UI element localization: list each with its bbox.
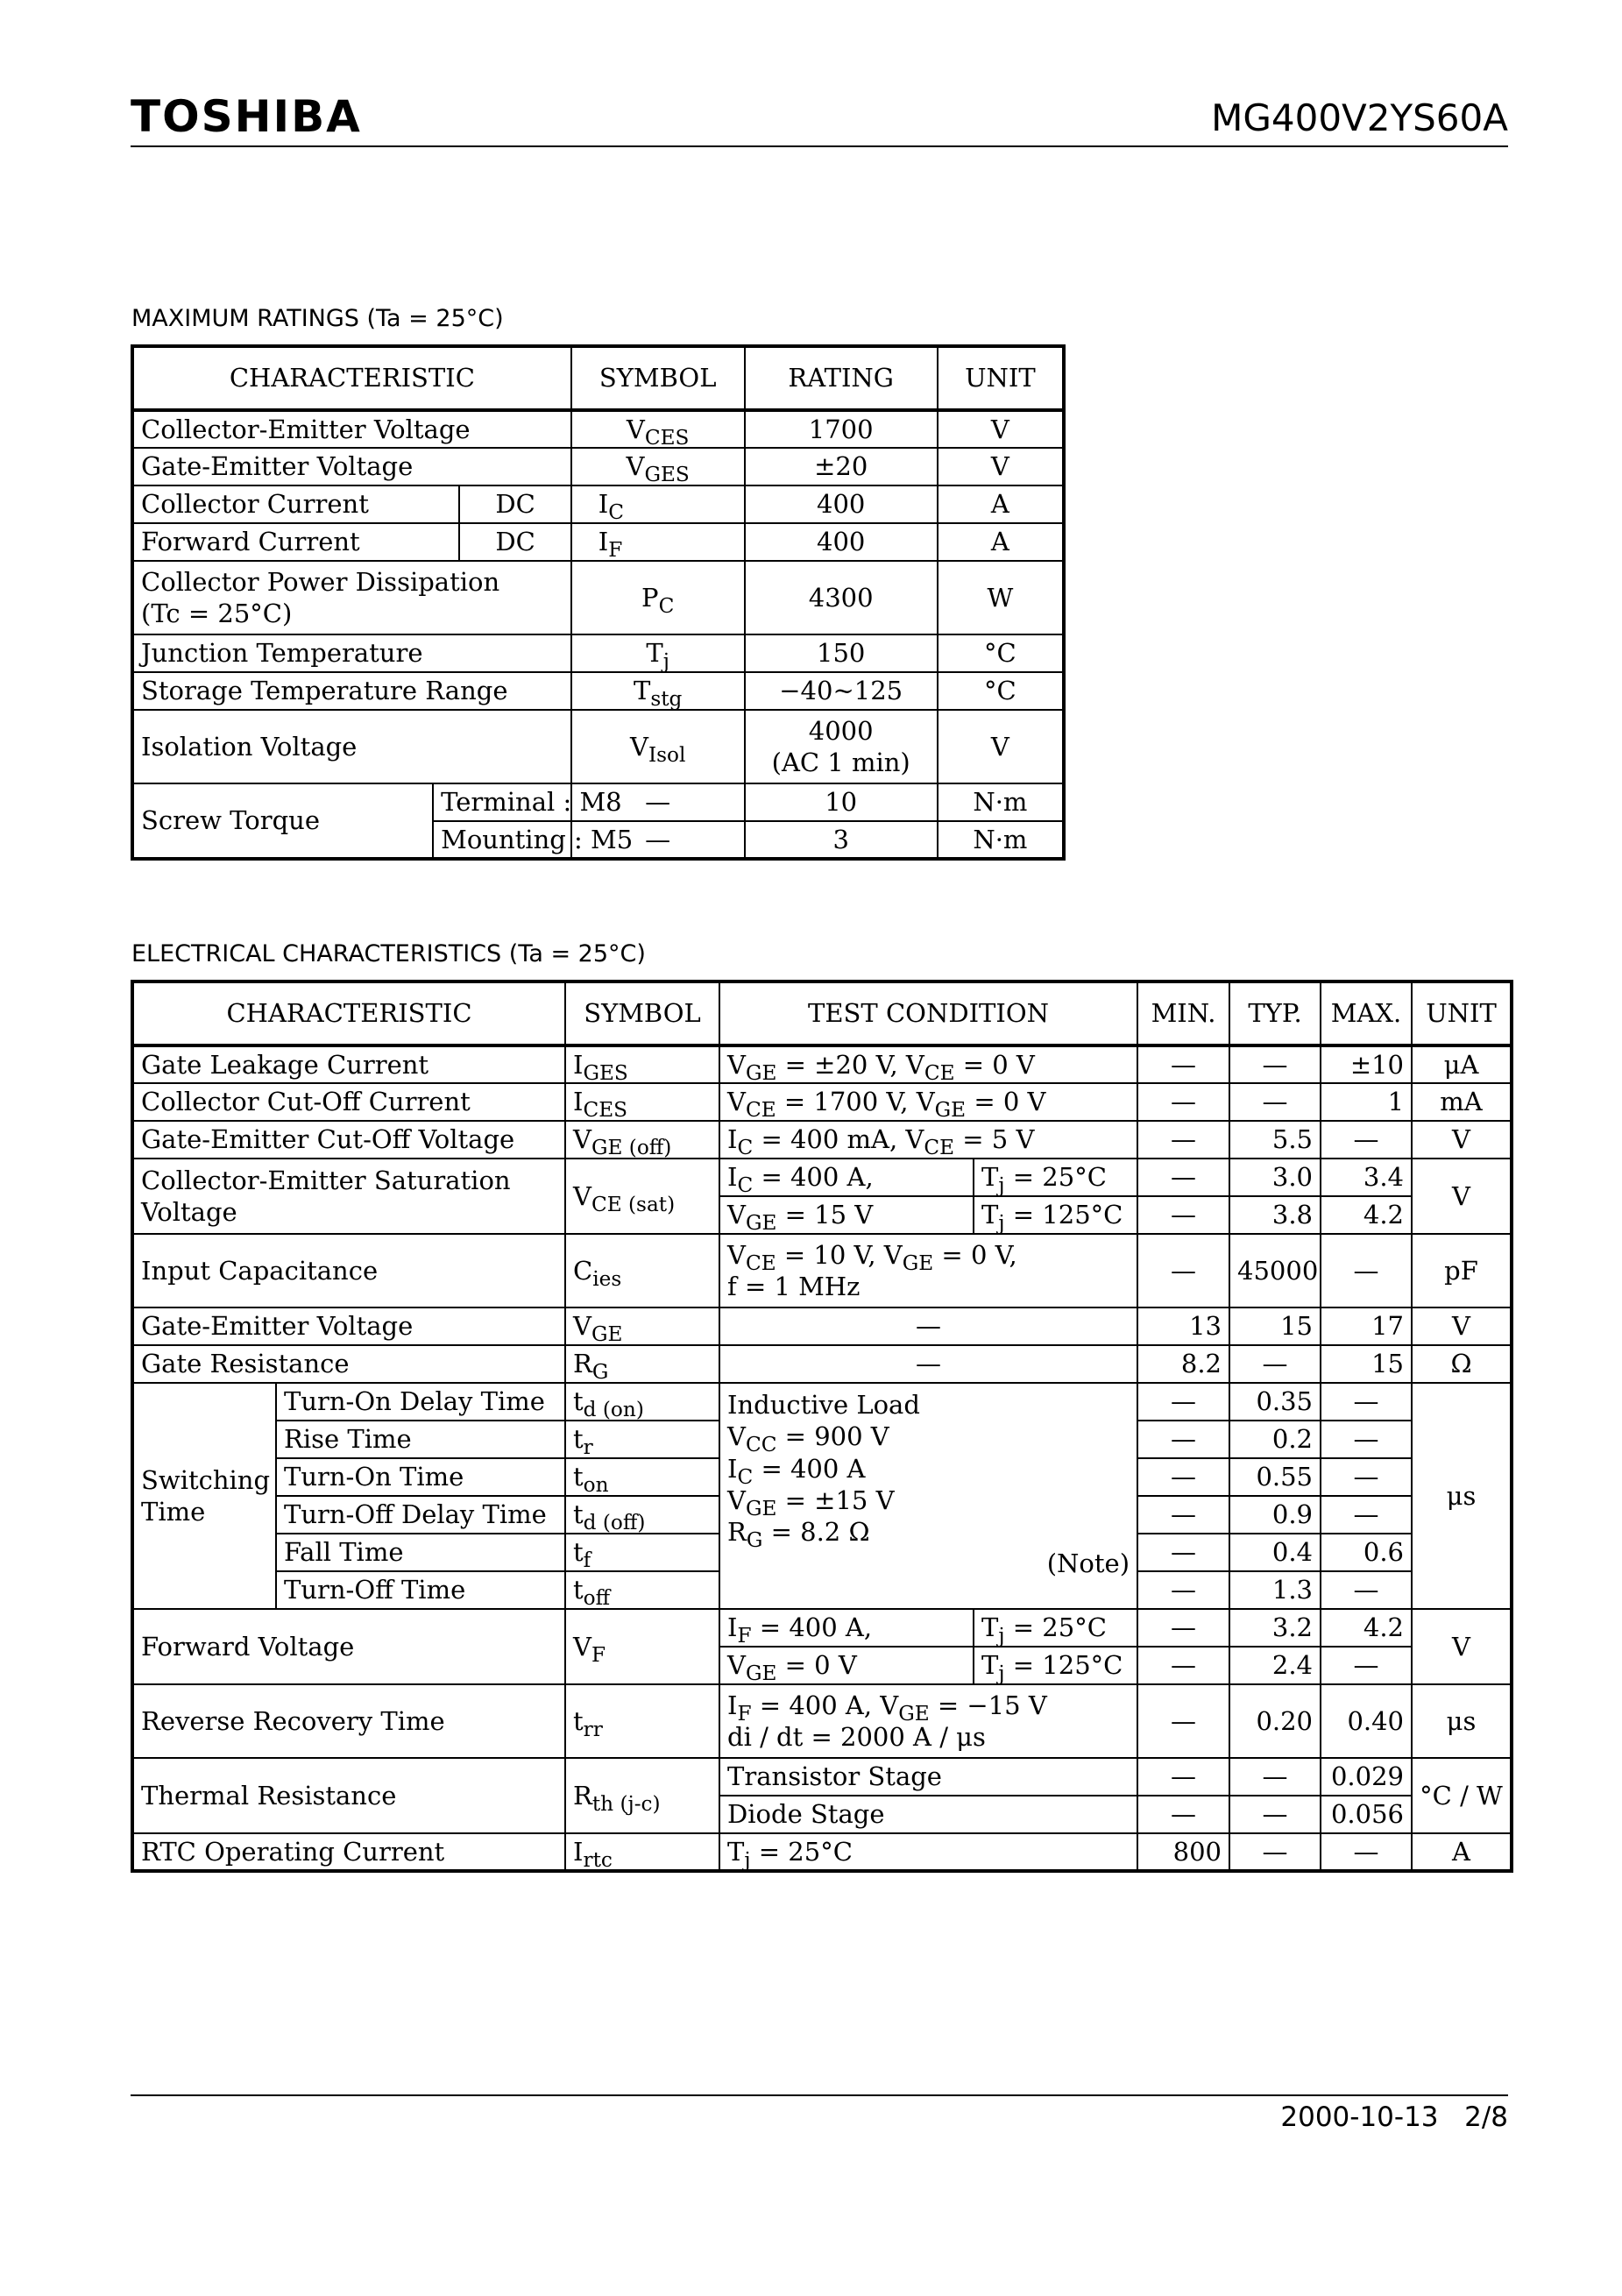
symbol-cell: $I_{rtc}$ [565,1833,719,1871]
min-cell: — [1137,1496,1229,1534]
max-cell: — [1321,1571,1412,1609]
table-row [132,1307,1512,1345]
symbol-cell: $V_{CES}$ [571,410,745,448]
typ-cell: 15 [1229,1307,1321,1345]
unit-cell: μs [1412,1383,1512,1609]
condition-cell: $I_F = 400$ A, $V_{GE} = -15$ V di / dt = 2000 A / μs [719,1684,1137,1758]
row-label: Forward Voltage [132,1609,565,1684]
typ-cell: — [1229,1083,1321,1121]
unit-cell: V [1412,1307,1512,1345]
min-cell: — [1137,1383,1229,1421]
row-label: Thermal Resistance [132,1758,565,1833]
rating-cell: 10 [745,783,938,821]
typ-cell: 0.4 [1229,1534,1321,1571]
condition-cell: Transistor Stage [719,1758,1137,1796]
condition-cell: — [719,1345,1137,1383]
symbol-cell: $t_{on}$ [565,1458,719,1496]
max-cell: 0.029 [1321,1758,1412,1796]
max-cell: — [1321,1496,1412,1534]
table-row [132,1234,1512,1307]
condition-cell: DC [459,485,570,523]
unit-cell: V [1412,1609,1512,1684]
table-row [132,1083,1512,1121]
table-row [132,448,1064,485]
max-ratings-title: MAXIMUM RATINGS (Ta = 25°C) [131,305,504,332]
col-header-characteristic: CHARACTERISTIC [132,346,571,410]
typ-cell: 0.20 [1229,1684,1321,1758]
typ-cell: 5.5 [1229,1121,1321,1159]
row-label: RTC Operating Current [132,1833,565,1871]
row-label: Collector Power Dissipation (Tc = 25°C) [132,561,571,634]
typ-cell: 1.3 [1229,1571,1321,1609]
typ-cell: 45000 [1229,1234,1321,1307]
symbol-cell: $I_F$ [571,523,745,561]
max-cell: — [1321,1421,1412,1458]
row-label: Turn-On Delay Time [276,1383,565,1421]
table-row [132,561,1064,634]
min-cell: — [1137,1045,1229,1083]
typ-cell: 0.35 [1229,1383,1321,1421]
symbol-cell: $t_{d (off)}$ [565,1496,719,1534]
table-row [132,710,1064,783]
min-cell: — [1137,1159,1229,1196]
typ-cell: 0.2 [1229,1421,1321,1458]
unit-cell: °C [938,634,1064,672]
min-cell: — [1137,1571,1229,1609]
row-label: Isolation Voltage [132,710,571,783]
rating-cell: 3 [745,821,938,859]
row-label: Turn-On Time [276,1458,565,1496]
max-cell: — [1321,1458,1412,1496]
row-label: Gate-Emitter Voltage [132,1307,565,1345]
min-cell: — [1137,1684,1229,1758]
table-header-row [132,981,1512,1045]
min-cell: 8.2 [1137,1345,1229,1383]
condition-cell: $I_F = 400$ A, [719,1609,974,1647]
condition-cell: DC [459,523,570,561]
max-cell: 3.4 [1321,1159,1412,1196]
rating-cell: −40~125 [745,672,938,710]
max-cell: 0.40 [1321,1684,1412,1758]
tj-cell: $T_j = 125^\circ C$ [974,1647,1137,1684]
unit-cell: A [1412,1833,1512,1871]
unit-cell: Ω [1412,1345,1512,1383]
min-cell: — [1137,1083,1229,1121]
unit-cell: N·m [938,821,1064,859]
row-label: Turn-Off Time [276,1571,565,1609]
condition-cell: — [719,1307,1137,1345]
condition-cell: $V_{GE} = 15$ V [719,1196,974,1234]
symbol-cell: $t_r$ [565,1421,719,1458]
symbol-cell: $P_C$ [571,561,745,634]
max-cell: 0.056 [1321,1796,1412,1833]
row-label: Collector-Emitter Saturation Voltage [132,1159,565,1234]
row-label: Turn-Off Delay Time [276,1496,565,1534]
symbol-cell: $T_j$ [571,634,745,672]
col-header-typ: TYP. [1229,981,1321,1045]
typ-cell: — [1229,1758,1321,1796]
unit-cell: W [938,561,1064,634]
condition-cell: $V_{CE} = 10$ V, $V_{GE} = 0$ V, f = 1 MHz [719,1234,1137,1307]
max-cell: 0.6 [1321,1534,1412,1571]
col-header-test-condition: TEST CONDITION [719,981,1137,1045]
min-cell: — [1137,1121,1229,1159]
symbol-cell: — [571,821,745,859]
min-cell: — [1137,1458,1229,1496]
footer [1280,2101,1508,2133]
max-cell: ±10 [1321,1045,1412,1083]
min-cell: — [1137,1234,1229,1307]
table-row [132,672,1064,710]
symbol-cell: $I_{GES}$ [565,1045,719,1083]
max-cell: — [1321,1121,1412,1159]
rating-cell: 400 [745,485,938,523]
unit-cell: V [1412,1159,1512,1234]
table-row [132,1159,1512,1196]
max-cell: 4.2 [1321,1196,1412,1234]
max-cell: — [1321,1833,1412,1871]
min-cell: — [1137,1196,1229,1234]
typ-cell: 0.9 [1229,1496,1321,1534]
min-cell: — [1137,1421,1229,1458]
col-header-characteristic: CHARACTERISTIC [132,981,565,1045]
rating-cell: 4300 [745,561,938,634]
unit-cell: pF [1412,1234,1512,1307]
condition-cell: $V_{GE} = 0$ V [719,1647,974,1684]
max-cell: — [1321,1383,1412,1421]
symbol-cell: $t_f$ [565,1534,719,1571]
typ-cell: 3.2 [1229,1609,1321,1647]
condition-cell: $I_C = 400$ A, [719,1159,974,1196]
unit-cell: V [938,710,1064,783]
symbol-cell: $V_{CE (sat)}$ [565,1159,719,1234]
row-label: Rise Time [276,1421,565,1458]
typ-cell: 2.4 [1229,1647,1321,1684]
typ-cell: — [1229,1833,1321,1871]
page-number: 2/8 [1464,2101,1508,2133]
rating-cell: 4000 (AC 1 min) [745,710,938,783]
unit-cell: A [938,485,1064,523]
row-label: Gate Resistance [132,1345,565,1383]
table-row [132,1045,1512,1083]
row-label: Gate-Emitter Cut-Off Voltage [132,1121,565,1159]
table-row [132,1758,1512,1796]
row-label: Forward Current [132,523,459,561]
row-label: Storage Temperature Range [132,672,571,710]
max-cell: — [1321,1234,1412,1307]
symbol-cell: $V_F$ [565,1609,719,1684]
symbol-cell: $t_{rr}$ [565,1684,719,1758]
condition-cell: $V_{GE} = \pm 20$ V, $V_{CE} = 0$ V [719,1045,1137,1083]
rating-cell: 400 [745,523,938,561]
col-header-max: MAX. [1321,981,1412,1045]
row-label: Gate-Emitter Voltage [132,448,571,485]
row-label: Junction Temperature [132,634,571,672]
table-row [132,1833,1512,1871]
table-row [132,523,1064,561]
max-cell: 1 [1321,1083,1412,1121]
min-cell: — [1137,1647,1229,1684]
symbol-cell: $t_{off}$ [565,1571,719,1609]
min-cell: — [1137,1534,1229,1571]
typ-cell: 3.8 [1229,1196,1321,1234]
typ-cell: 0.55 [1229,1458,1321,1496]
electrical-title: ELECTRICAL CHARACTERISTICS (Ta = 25°C) [131,940,646,967]
row-label: Fall Time [276,1534,565,1571]
max-cell: — [1321,1647,1412,1684]
col-header-unit: UNIT [1412,981,1512,1045]
symbol-cell: $V_{GE (off)}$ [565,1121,719,1159]
symbol-cell: $t_{d (on)}$ [565,1383,719,1421]
unit-cell: V [1412,1121,1512,1159]
rating-cell: 150 [745,634,938,672]
brand-logo: TOSHIBA [131,91,362,142]
col-header-symbol: SYMBOL [565,981,719,1045]
tj-cell: $T_j = 125^\circ C$ [974,1196,1137,1234]
condition-cell: $V_{CE} = 1700$ V, $V_{GE} = 0$ V [719,1083,1137,1121]
unit-cell: μs [1412,1684,1512,1758]
sub-label: Mounting : M5 [433,821,571,859]
table-row [132,634,1064,672]
unit-cell: N·m [938,783,1064,821]
table-row [132,1383,1512,1421]
sub-label: Terminal : M8 [433,783,571,821]
condition-cell: Diode Stage [719,1796,1137,1833]
row-label: Gate Leakage Current [132,1045,565,1083]
col-header-rating: RATING [745,346,938,410]
row-label: Collector-Emitter Voltage [132,410,571,448]
min-cell: — [1137,1609,1229,1647]
max-ratings-table [131,344,1066,861]
symbol-cell: $V_{GES}$ [571,448,745,485]
unit-cell: μA [1412,1045,1512,1083]
col-header-symbol: SYMBOL [571,346,745,410]
symbol-cell: $R_G$ [565,1345,719,1383]
symbol-cell: $I_C$ [571,485,745,523]
rating-cell: ±20 [745,448,938,485]
rating-cell: 1700 [745,410,938,448]
row-label: Reverse Recovery Time [132,1684,565,1758]
unit-cell: V [938,410,1064,448]
row-label: Screw Torque [132,783,433,859]
unit-cell: °C / W [1412,1758,1512,1833]
max-cell: 4.2 [1321,1609,1412,1647]
typ-cell: — [1229,1796,1321,1833]
part-number: MG400V2YS60A [1211,96,1508,139]
header-rule [131,145,1508,147]
symbol-cell: $V_{Isol}$ [571,710,745,783]
unit-cell: °C [938,672,1064,710]
row-label: Input Capacitance [132,1234,565,1307]
table-row [132,1121,1512,1159]
typ-cell: 3.0 [1229,1159,1321,1196]
table-row [132,783,1064,821]
unit-cell: V [938,448,1064,485]
unit-cell: mA [1412,1083,1512,1121]
symbol-cell: — [571,783,745,821]
symbol-cell: $V_{GE}$ [565,1307,719,1345]
table-row [132,485,1064,523]
symbol-cell: $R_{th (j-c)}$ [565,1758,719,1833]
max-cell: 15 [1321,1345,1412,1383]
table-row [132,1609,1512,1647]
symbol-cell: $C_{ies}$ [565,1234,719,1307]
min-cell: 13 [1137,1307,1229,1345]
condition-cell: $I_C = 400$ mA, $V_{CE} = 5$ V [719,1121,1137,1159]
tj-cell: $T_j = 25^\circ C$ [974,1159,1137,1196]
electrical-table [131,980,1513,1873]
footer-date: 2000-10-13 [1280,2101,1439,2133]
table-row [132,1684,1512,1758]
row-label: Collector Current [132,485,459,523]
table-row [132,410,1064,448]
row-label: Collector Cut-Off Current [132,1083,565,1121]
max-cell: 17 [1321,1307,1412,1345]
group-label: Switching Time [132,1383,276,1609]
footer-rule [131,2094,1508,2096]
min-cell: 800 [1137,1833,1229,1871]
condition-cell: Inductive Load $V_{CC} = 900$ V $I_C = 400$ A $V_{GE} = \pm 15$ V $R_G = 8.2$ Ω (Note) [719,1383,1137,1609]
symbol-cell: $I_{CES}$ [565,1083,719,1121]
col-header-unit: UNIT [938,346,1064,410]
symbol-cell: $T_{stg}$ [571,672,745,710]
tj-cell: $T_j = 25^\circ C$ [974,1609,1137,1647]
min-cell: — [1137,1796,1229,1833]
unit-cell: A [938,523,1064,561]
typ-cell: — [1229,1045,1321,1083]
table-header-row [132,346,1064,410]
typ-cell: — [1229,1345,1321,1383]
min-cell: — [1137,1758,1229,1796]
table-row [132,1345,1512,1383]
col-header-min: MIN. [1137,981,1229,1045]
condition-cell: $T_j = 25^\circ C$ [719,1833,1137,1871]
